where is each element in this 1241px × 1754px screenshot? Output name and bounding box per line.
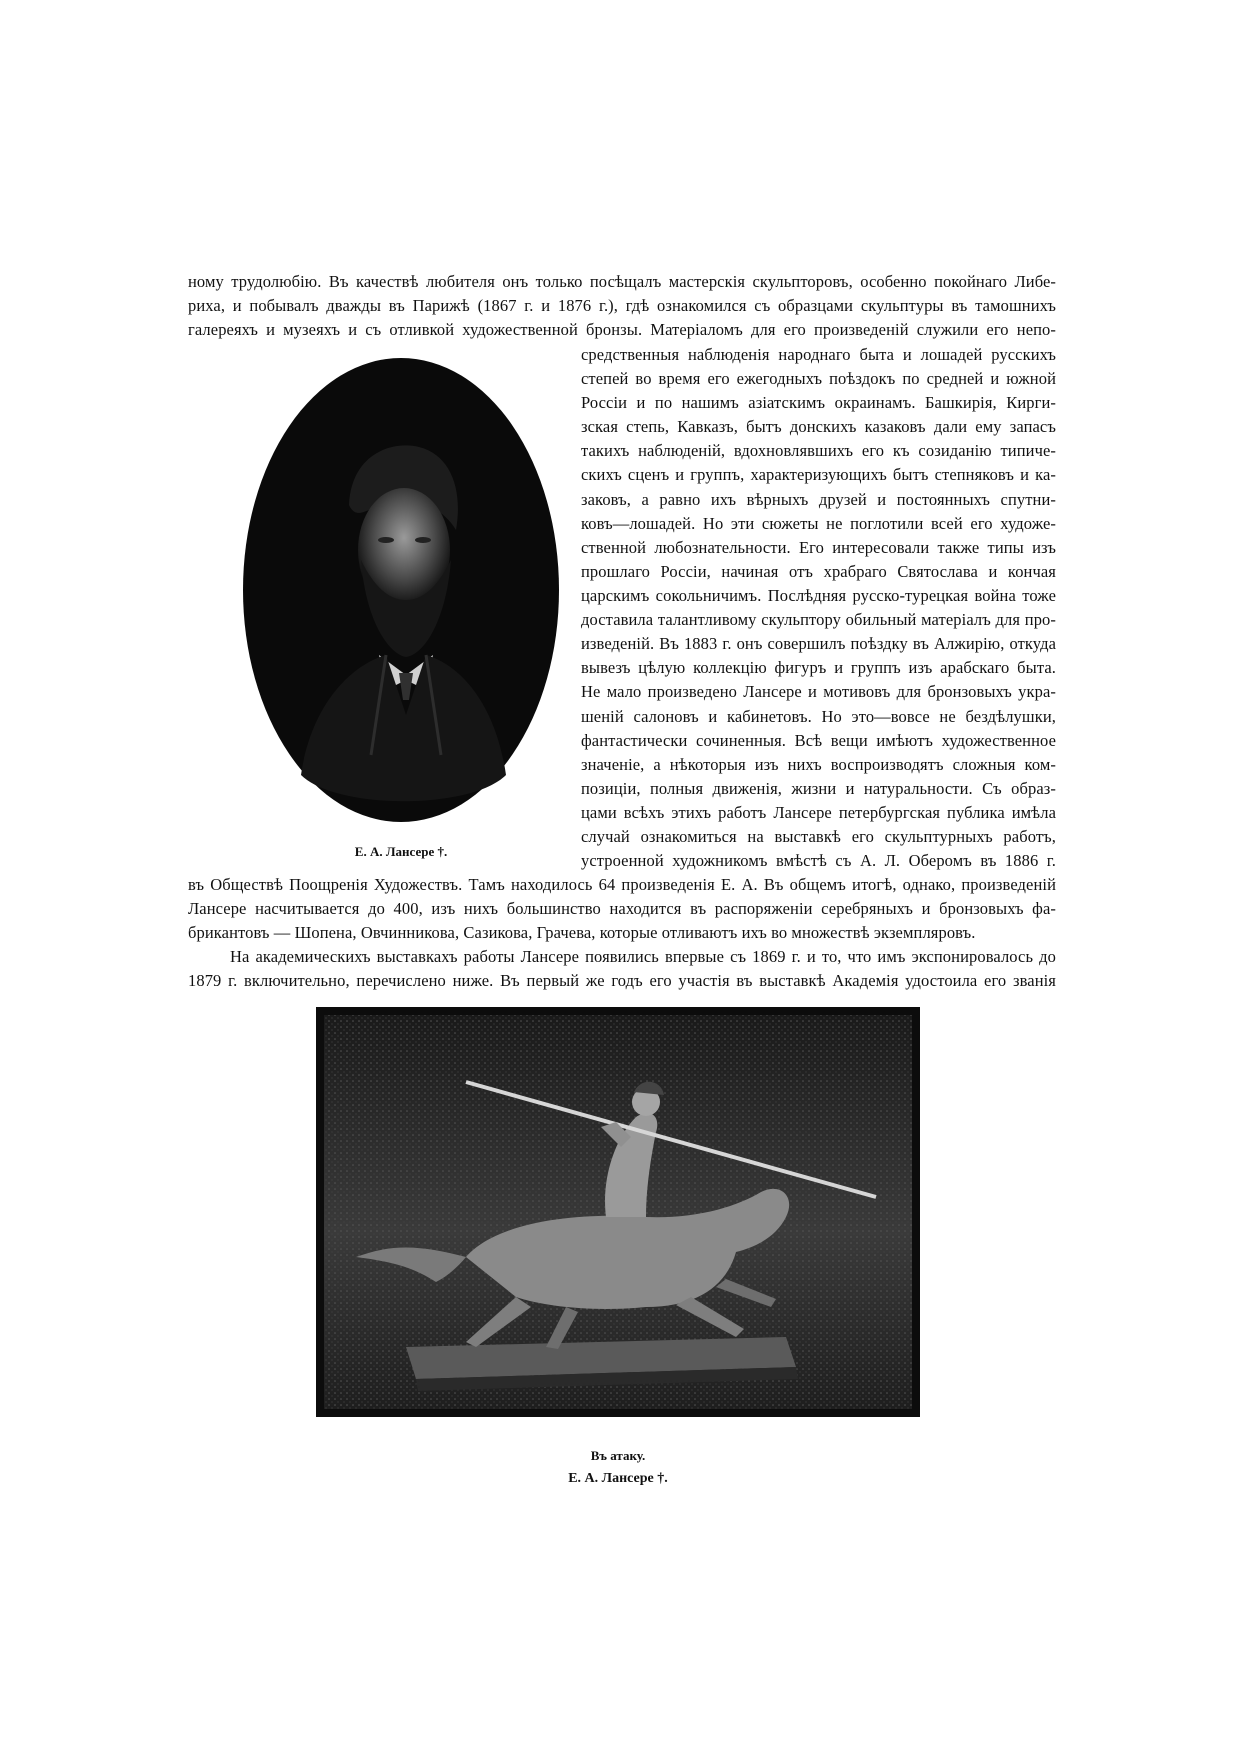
sculpture-caption-title: Въ атаку. (590, 1448, 646, 1463)
text-line-21: значеніе, а нѣкоторыя изъ нихъ воспроизводятъ сложныя ком- (581, 755, 1056, 774)
text-line-3: галереяхъ и музеяхъ и съ отливкой художественной бронзы. Матеріаломъ для его произведеній служили его непо- (188, 320, 1056, 339)
text-line-5: степей во время его ежегодныхъ поѣздокъ по средней и южной (581, 369, 1056, 388)
text-line-29: На академическихъ выставкахъ работы Лансере появились впервые съ 1869 г. и то, что имъ экспонировалось до (230, 947, 1056, 966)
sculpture-caption-author: Е. А. Лансере †. (568, 1471, 668, 1486)
text-line-12: ственной любознательности. Его интересовали также типы изъ (581, 538, 1056, 557)
text-line-8: такихъ наблюденій, вдохновлявшихъ его къ созиданію типиче- (581, 441, 1056, 460)
text-line-25: устроенной художникомъ вмѣстѣ съ А. Л. Оберомъ въ 1886 г. (581, 851, 1056, 870)
text-line-15: доставила талантливому скульптору обильный матеріалъ для про- (581, 610, 1056, 629)
text-line-24: случай ознакомиться на выставкѣ его скульптурныхъ работъ, (581, 827, 1056, 846)
portrait-caption: Е. А. Лансере †. (354, 844, 448, 859)
text-line-6: Россіи и по нашимъ азіатскимъ окраинамъ. Башкирія, Кирги- (581, 393, 1056, 412)
text-line-23: цами всѣхъ этихъ работъ Лансере петербургская публика имѣла (581, 803, 1056, 822)
text-line-27: Лансере насчитывается до 400, изъ нихъ большинство находится въ распоряженіи серебряныхъ и бронзовыхъ фа- (188, 899, 1056, 918)
text-line-11: ковъ—лошадей. Но эти сюжеты не поглотили всей его художе- (581, 514, 1056, 533)
text-line-10: заковъ, а равно ихъ вѣрныхъ друзей и постоянныхъ спутни- (581, 490, 1056, 509)
text-line-16: изведеній. Въ 1883 г. онъ совершилъ поѣздку въ Алжирію, откуда (581, 634, 1056, 653)
sculpture-photo (316, 1007, 920, 1417)
text-line-17: вывезъ цѣлую коллекцію фигуръ и группъ изъ арабскаго быта. (581, 658, 1056, 677)
text-line-28: брикантовъ — Шопена, Овчинникова, Сазикова, Грачева, которые отливаютъ ихъ во множествѣ экземпляровъ. (188, 923, 976, 942)
text-line-9: скихъ сценъ и группъ, характеризующихъ бытъ степняковъ и ка- (581, 465, 1056, 484)
text-line-14: царскимъ сокольничимъ. Послѣдняя русско-турецкая война тоже (581, 586, 1056, 605)
text-line-2: риха, и побывалъ дважды въ Парижѣ (1867 г. и 1876 г.), гдѣ ознакомился съ образцами скульптуры въ тамошнихъ (188, 296, 1056, 315)
text-line-4: средственныя наблюденія народнаго быта и лошадей русскихъ (581, 345, 1056, 364)
text-line-19: шеній салоновъ и кабинетовъ. Но это—вовсе не бездѣлушки, (581, 707, 1056, 726)
text-line-13: прошлаго Россіи, начиная отъ храбраго Святослава и кончая (581, 562, 1056, 581)
portrait-photo (241, 355, 561, 825)
text-line-22: позиціи, полныя движенія, жизни и натуральности. Съ образ- (581, 779, 1056, 798)
text-line-20: фантастически сочиненныя. Всѣ вещи имѣютъ художественное (581, 731, 1056, 750)
text-line-26: въ Обществѣ Поощренія Художествъ. Тамъ находилось 64 произведенія Е. А. Въ общемъ итогѣ, однако, произведеній (188, 875, 1056, 894)
text-line-1: ному трудолюбію. Въ качествѣ любителя онъ только посѣщалъ мастерскія скульпторовъ, особенно покойнаго Либе- (188, 272, 1056, 291)
text-line-18: Не мало произведено Лансере и мотивовъ для бронзовыхъ укра- (581, 682, 1056, 701)
text-line-7: зская степь, Кавказъ, бытъ донскихъ казаковъ дали ему запасъ (581, 417, 1056, 436)
text-line-30: 1879 г. включительно, перечислено ниже. Въ первый же годъ его участія въ выставкѣ Академія удостоила его званія (188, 971, 1056, 990)
